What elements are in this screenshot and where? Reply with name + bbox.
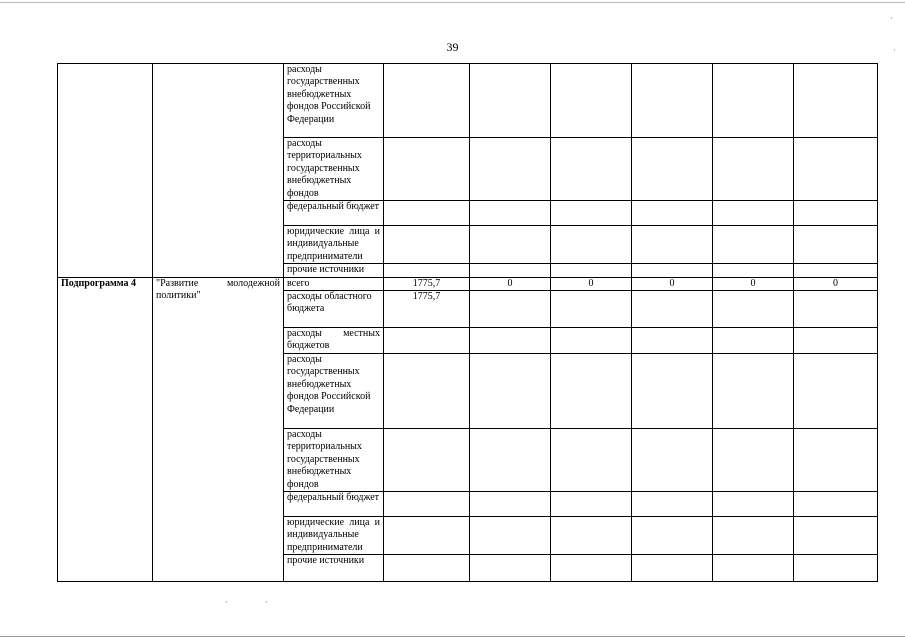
page-number: 39 [446, 40, 459, 54]
scan-speck: · [265, 598, 268, 607]
scan-speck: · [890, 14, 893, 23]
budget-table [57, 63, 878, 582]
value-cell: 0 [794, 277, 878, 290]
scan-speck: · [893, 46, 896, 55]
value-cell: 0 [551, 277, 632, 290]
title-cell-empty [153, 64, 284, 278]
value-cell: 0 [470, 277, 551, 290]
source-label: федеральный бюджет [284, 491, 384, 516]
source-label: расходы местных бюджетов [284, 328, 384, 354]
program-title: "Развитие молодежной политики" [153, 277, 284, 581]
source-label: расходы государственных внебюджетных фондов Российской Федерации [284, 64, 384, 138]
program-label: Подпрограмма 4 [58, 277, 153, 581]
source-label: юридические лица и индивидуальные предприниматели [284, 226, 384, 264]
value-cell: 0 [713, 277, 794, 290]
source-label: федеральный бюджет [284, 201, 384, 226]
value-cell: 1775,7 [384, 291, 470, 328]
value-cell: 0 [632, 277, 713, 290]
table-row [58, 277, 878, 290]
source-label: всего [284, 277, 384, 290]
value-cell: 1775,7 [384, 277, 470, 290]
source-label: прочие источники [284, 555, 384, 582]
scan-bottom-edge [0, 636, 905, 637]
source-label: расходы территориальных государственных внебюджетных фондов [284, 428, 384, 491]
program-cell-empty [58, 64, 153, 278]
source-label: расходы территориальных государственных внебюджетных фондов [284, 138, 384, 201]
table-row [58, 64, 878, 138]
source-label: юридические лица и индивидуальные предприниматели [284, 516, 384, 554]
source-label: прочие источники [284, 264, 384, 277]
scan-speck: · [225, 598, 228, 607]
source-label: расходы государственных внебюджетных фондов Российской Федерации [284, 353, 384, 428]
source-label: расходы областного бюджета [284, 291, 384, 328]
scan-top-edge [0, 2, 905, 3]
